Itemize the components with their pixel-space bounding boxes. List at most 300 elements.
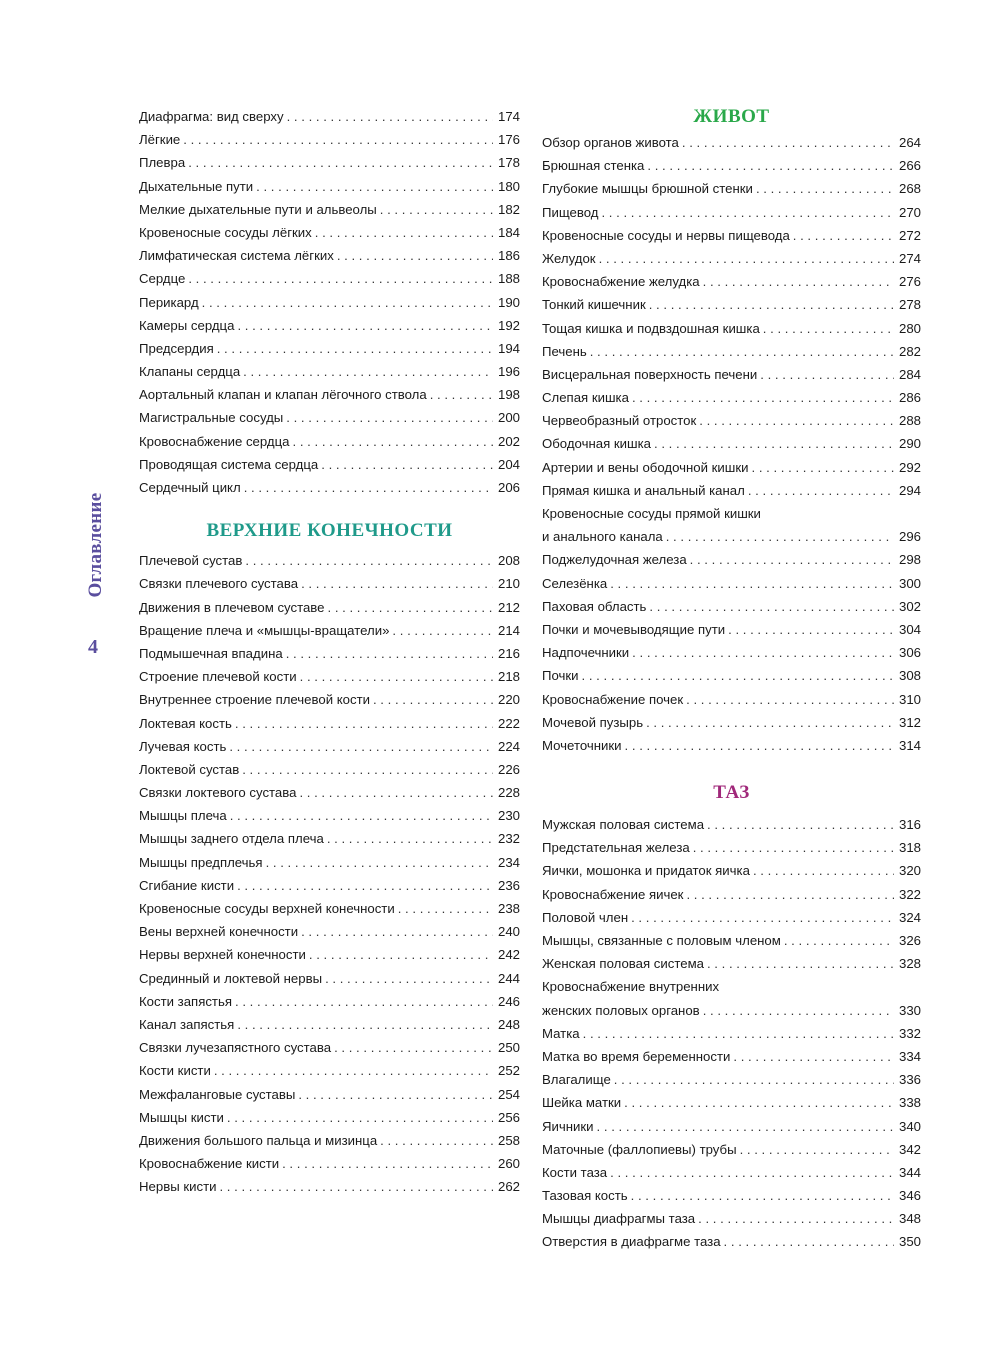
toc-entry[interactable] xyxy=(139,735,520,758)
toc-list-pelvis-2 xyxy=(542,1022,921,1254)
toc-entry-title: Движения в плечевом суставе xyxy=(139,599,325,615)
toc-entry[interactable] xyxy=(139,851,520,874)
toc-entry[interactable] xyxy=(139,642,520,665)
dot-leader xyxy=(748,479,894,502)
toc-entry[interactable] xyxy=(542,409,921,432)
toc-entry-page: 296 xyxy=(898,529,921,545)
toc-entry[interactable] xyxy=(139,1083,520,1106)
toc-entry-page: 266 xyxy=(898,158,921,174)
dot-leader xyxy=(392,619,493,642)
toc-entry[interactable] xyxy=(542,1068,921,1091)
toc-entry-title: женских половых органов xyxy=(542,1002,700,1018)
dot-leader xyxy=(300,665,493,688)
toc-entry-title: Матка xyxy=(542,1025,580,1041)
toc-entry-title: Предстательная железа xyxy=(542,840,690,856)
toc-entry[interactable] xyxy=(139,175,520,198)
dot-leader xyxy=(647,154,894,177)
dot-leader xyxy=(183,128,493,151)
toc-entry[interactable] xyxy=(542,456,921,479)
dot-leader xyxy=(244,476,493,499)
toc-entry-multiline-first[interactable] xyxy=(542,975,921,998)
toc-entry-page: 184 xyxy=(497,224,520,240)
toc-entry-title: Сгибание кисти xyxy=(139,877,235,893)
toc-right-column xyxy=(542,105,921,1254)
toc-entry-title: Тонкий кишечник xyxy=(542,297,646,313)
toc-entry-title: Почки и мочевыводящие пути xyxy=(542,621,726,637)
toc-entry[interactable] xyxy=(542,224,921,247)
toc-list-abdomen-2 xyxy=(542,548,921,757)
toc-entry[interactable] xyxy=(542,201,921,224)
toc-entry[interactable] xyxy=(139,1036,520,1059)
toc-entry-page: 322 xyxy=(898,886,921,902)
dot-leader xyxy=(784,929,894,952)
toc-entry[interactable] xyxy=(542,929,921,952)
toc-entry-page: 326 xyxy=(898,933,921,948)
toc-entry-title: Глубокие мышцы брюшной стенки xyxy=(542,181,753,197)
toc-entry[interactable] xyxy=(542,1022,921,1045)
dot-leader xyxy=(582,664,894,687)
toc-entry-title: Предсердия xyxy=(139,340,214,356)
toc-entry-title: Шейка матки xyxy=(542,1095,622,1111)
toc-entry[interactable] xyxy=(542,317,921,340)
toc-entry[interactable] xyxy=(542,1161,921,1184)
dot-leader xyxy=(707,952,894,975)
dot-leader xyxy=(724,1230,894,1253)
dot-leader xyxy=(373,688,493,711)
toc-entry[interactable] xyxy=(542,1207,921,1230)
toc-entry[interactable] xyxy=(139,314,520,337)
toc-entry-page: 328 xyxy=(898,956,921,972)
toc-entry-page: 272 xyxy=(898,227,921,243)
dot-leader xyxy=(217,337,493,360)
toc-entry-page: 336 xyxy=(898,1072,921,1088)
toc-entry-page: 254 xyxy=(497,1086,520,1102)
toc-entry-page: 258 xyxy=(497,1132,520,1148)
dot-leader xyxy=(237,314,493,337)
toc-entry-page: 226 xyxy=(497,761,520,777)
toc-entry-title: Кровоснабжение желудка xyxy=(542,274,700,290)
dot-leader xyxy=(298,1083,493,1106)
dot-leader xyxy=(309,943,493,966)
toc-entry-title: Яичники xyxy=(542,1118,594,1134)
dot-leader xyxy=(752,456,895,479)
toc-entry-page: 200 xyxy=(497,410,520,426)
toc-entry[interactable] xyxy=(139,665,520,688)
dot-leader xyxy=(430,383,493,406)
toc-entry-title: Тазовая кость xyxy=(542,1188,628,1204)
toc-entry[interactable] xyxy=(139,967,520,990)
toc-entry-title: Связки лучезапястного сустава xyxy=(139,1040,332,1056)
dot-leader xyxy=(229,735,493,758)
dot-leader xyxy=(256,175,493,198)
toc-entry-title: Кости кисти xyxy=(139,1063,211,1079)
toc-entry-title: Желудок xyxy=(542,250,596,266)
dot-leader xyxy=(282,1152,493,1175)
toc-entry-title: Поджелудочная железа xyxy=(542,552,687,568)
toc-entry[interactable] xyxy=(139,453,520,476)
toc-entry[interactable] xyxy=(139,151,520,174)
dot-leader xyxy=(610,572,894,595)
toc-entry-page: 222 xyxy=(497,715,520,731)
dot-leader xyxy=(632,386,894,409)
dot-leader xyxy=(601,201,894,224)
toc-list-abdomen xyxy=(542,131,921,502)
dot-leader xyxy=(610,1161,894,1184)
toc-entry[interactable] xyxy=(139,1059,520,1082)
toc-entry[interactable] xyxy=(542,154,921,177)
toc-entry-title: Пищевод xyxy=(542,204,599,220)
dot-leader xyxy=(315,221,493,244)
toc-entry-title: Внутреннее строение плечевой кости xyxy=(139,692,370,708)
toc-entry-title: Диафрагма: вид сверху xyxy=(139,109,284,124)
dot-leader xyxy=(646,711,894,734)
toc-entry-title: Висцеральная поверхность печени xyxy=(542,366,758,382)
toc-entry-page: 316 xyxy=(898,817,921,833)
dot-leader xyxy=(590,340,894,363)
toc-entry[interactable] xyxy=(139,1106,520,1129)
dot-leader xyxy=(398,897,493,920)
toc-entry[interactable] xyxy=(139,827,520,850)
heading-abdomen: ЖИВОТ xyxy=(693,106,770,127)
toc-entry-page: 246 xyxy=(497,993,520,1009)
toc-entry[interactable] xyxy=(542,293,921,316)
toc-entry[interactable] xyxy=(139,920,520,943)
toc-entry-title: Мелкие дыхательные пути и альвеолы xyxy=(139,201,377,217)
toc-entry[interactable] xyxy=(139,781,520,804)
toc-entry[interactable] xyxy=(542,479,921,502)
toc-entry-page: 188 xyxy=(497,271,520,287)
toc-entry[interactable] xyxy=(542,836,921,859)
toc-entry-page: 330 xyxy=(898,1002,921,1018)
toc-entry-title: Вены верхней конечности xyxy=(139,924,299,940)
dot-leader xyxy=(690,548,894,571)
toc-entry-title: Движения большого пальца и мизинца xyxy=(139,1132,378,1148)
toc-entry-title: Вращение плеча и «мышцы-вращатели» xyxy=(139,622,390,638)
dot-leader xyxy=(230,804,493,827)
toc-entry-title: Артерии и вены ободочной кишки xyxy=(542,459,749,475)
dot-leader xyxy=(202,291,493,314)
toc-entry[interactable] xyxy=(542,734,921,757)
toc-entry-title: Мышцы плеча xyxy=(139,808,227,824)
dot-leader xyxy=(321,453,493,476)
toc-entry[interactable] xyxy=(139,476,520,499)
dot-leader xyxy=(624,1091,894,1114)
dot-leader xyxy=(760,363,894,386)
toc-entry-title: Лучевая кость xyxy=(139,738,227,754)
dot-leader xyxy=(707,813,894,836)
toc-entry[interactable] xyxy=(542,883,921,906)
dot-leader xyxy=(237,874,493,897)
toc-entry-title: Мочеточники xyxy=(542,737,622,753)
toc-entry-page: 312 xyxy=(898,714,921,730)
toc-entry-title: Матка во время беременности xyxy=(542,1048,731,1064)
dot-leader xyxy=(242,758,493,781)
toc-entry-page: 344 xyxy=(898,1164,921,1180)
dot-leader xyxy=(693,836,894,859)
toc-entry-page: 284 xyxy=(898,366,921,382)
toc-entry-page: 268 xyxy=(898,181,921,197)
dot-leader xyxy=(299,781,493,804)
toc-entry-page: 346 xyxy=(898,1188,921,1204)
toc-entry[interactable] xyxy=(139,198,520,221)
section-title-text: Оглавление xyxy=(85,492,106,598)
dot-leader xyxy=(686,688,894,711)
toc-entry-title: Плечевой сустав xyxy=(139,553,243,569)
toc-entry-title: Аортальный клапан и клапан лёгочного ствола xyxy=(139,387,427,403)
heading-pelvis: ТАЗ xyxy=(713,782,750,804)
toc-entry-title: Отверстия в диафрагме таза xyxy=(542,1234,721,1250)
toc-entry[interactable] xyxy=(139,221,520,244)
toc-entry[interactable] xyxy=(139,758,520,781)
toc-entry[interactable] xyxy=(542,711,921,734)
toc-entry[interactable] xyxy=(139,267,520,290)
toc-entry-page: 228 xyxy=(497,785,520,801)
toc-entry-page: 232 xyxy=(497,831,520,847)
toc-entry[interactable] xyxy=(139,244,520,267)
dot-leader xyxy=(188,151,493,174)
toc-entry[interactable] xyxy=(542,688,921,711)
toc-entry-page: 288 xyxy=(898,413,921,429)
toc-entry[interactable] xyxy=(542,595,921,618)
toc-entry-title: Паховая область xyxy=(542,598,647,614)
toc-entry[interactable] xyxy=(542,952,921,975)
toc-entry-page: 242 xyxy=(497,947,520,963)
toc-entry[interactable] xyxy=(542,1115,921,1138)
toc-entry[interactable] xyxy=(542,340,921,363)
dot-leader xyxy=(649,293,894,316)
toc-entry-page: 348 xyxy=(898,1211,921,1227)
toc-entry[interactable] xyxy=(542,906,921,929)
toc-entry[interactable] xyxy=(542,572,921,595)
toc-entry[interactable] xyxy=(139,619,520,642)
toc-entry[interactable] xyxy=(542,131,921,154)
toc-entry-page: 338 xyxy=(898,1095,921,1111)
toc-entry-page: 236 xyxy=(497,877,520,893)
toc-entry-page: 194 xyxy=(497,340,520,356)
toc-entry-title: Проводящая система сердца xyxy=(139,456,319,472)
toc-entry-page: 178 xyxy=(497,155,520,171)
toc-entry-page: 176 xyxy=(497,132,520,148)
toc-entry[interactable] xyxy=(139,1152,520,1175)
toc-entry-page: 314 xyxy=(898,737,921,753)
toc-entry-title: Почки xyxy=(542,668,579,684)
dot-leader xyxy=(583,1022,894,1045)
toc-entry[interactable] xyxy=(542,618,921,641)
toc-entry-title: Кости таза xyxy=(542,1164,608,1180)
toc-entry[interactable] xyxy=(542,1184,921,1207)
toc-entry[interactable] xyxy=(139,572,520,595)
toc-entry-page: 218 xyxy=(497,669,520,685)
toc-entry-page: 342 xyxy=(898,1141,921,1157)
toc-entry[interactable] xyxy=(139,1175,520,1198)
toc-entry-multiline-first[interactable] xyxy=(542,502,921,525)
toc-entry-page: 214 xyxy=(497,622,520,638)
toc-entry-page: 350 xyxy=(898,1234,921,1250)
section-title-vertical xyxy=(77,480,115,610)
toc-entry-title: Кости запястья xyxy=(139,993,232,1009)
toc-entry[interactable] xyxy=(139,360,520,383)
toc-entry-title: Селезёнка xyxy=(542,575,608,591)
toc-entry[interactable] xyxy=(139,1013,520,1036)
toc-entry-page: 324 xyxy=(898,909,921,925)
toc-entry-title: Локтевой сустав xyxy=(139,761,240,777)
toc-entry[interactable] xyxy=(139,688,520,711)
dot-leader xyxy=(698,1207,894,1230)
toc-entry-page: 274 xyxy=(898,250,921,266)
dot-leader xyxy=(287,105,493,128)
dot-leader xyxy=(219,1175,493,1198)
toc-entry[interactable] xyxy=(139,337,520,360)
toc-entry-title: Срединный и локтевой нервы xyxy=(139,970,323,986)
toc-entry-title: Прямая кишка и анальный канал xyxy=(542,482,745,498)
toc-entry-page: 294 xyxy=(898,482,921,498)
toc-entry[interactable] xyxy=(542,247,921,270)
toc-entry-page: 238 xyxy=(497,901,520,916)
toc-entry[interactable] xyxy=(139,712,520,735)
toc-entry[interactable] xyxy=(542,432,921,455)
dot-leader xyxy=(235,712,493,735)
dot-leader xyxy=(631,1184,894,1207)
toc-entry[interactable] xyxy=(139,383,520,406)
toc-entry-page: 282 xyxy=(898,343,921,359)
toc-entry-page: 204 xyxy=(497,456,520,472)
toc-entry[interactable] xyxy=(139,874,520,897)
toc-entry-title: Кровеносные сосуды верхней конечности xyxy=(139,901,395,916)
toc-entry-title: Сердечный цикл xyxy=(139,480,241,495)
toc-entry-title: Яички, мошонка и придаток яичка xyxy=(542,863,750,879)
toc-entry-page: 262 xyxy=(497,1179,520,1195)
toc-entry[interactable] xyxy=(139,549,520,572)
dot-leader xyxy=(686,883,894,906)
dot-leader xyxy=(380,1129,493,1152)
toc-entry-page: 292 xyxy=(898,459,921,475)
toc-entry[interactable] xyxy=(139,804,520,827)
toc-entry-page: 298 xyxy=(898,552,921,568)
toc-entry-page: 334 xyxy=(898,1048,921,1064)
toc-entry-title: и анального канала xyxy=(542,529,663,545)
toc-entry-page: 248 xyxy=(497,1016,520,1032)
toc-entry-page: 260 xyxy=(497,1156,520,1172)
toc-entry-title: Кровеносные сосуды лёгких xyxy=(139,224,312,240)
toc-entry-page: 182 xyxy=(497,201,520,217)
toc-entry[interactable] xyxy=(139,990,520,1013)
toc-entry-page: 206 xyxy=(497,480,520,495)
toc-entry-title: Лёгкие xyxy=(139,132,181,148)
toc-entry[interactable] xyxy=(139,943,520,966)
dot-leader xyxy=(631,906,894,929)
toc-entry-page: 186 xyxy=(497,248,520,264)
toc-entry[interactable] xyxy=(542,999,921,1022)
dot-leader xyxy=(327,827,493,850)
toc-entry-title: Мышцы кисти xyxy=(139,1109,224,1125)
toc-entry-title: Червеобразный отросток xyxy=(542,413,697,429)
toc-entry-title: Слепая кишка xyxy=(542,390,629,406)
toc-entry[interactable] xyxy=(542,386,921,409)
dot-leader xyxy=(703,270,894,293)
toc-entry-title: Локтевая кость xyxy=(139,715,232,731)
toc-entry-page: 202 xyxy=(497,433,520,449)
toc-entry[interactable] xyxy=(139,128,520,151)
toc-entry[interactable] xyxy=(139,596,520,619)
toc-entry[interactable] xyxy=(542,1230,921,1253)
dot-leader xyxy=(243,360,493,383)
toc-entry-title: Мышцы диафрагмы таза xyxy=(542,1211,696,1227)
toc-entry-title: Брюшная стенка xyxy=(542,158,645,174)
toc-entry[interactable] xyxy=(139,897,520,920)
toc-entry-title: Сердце xyxy=(139,271,186,287)
dot-leader xyxy=(293,430,493,453)
toc-entry-title: Тощая кишка и подвздошная кишка xyxy=(542,320,760,336)
toc-entry-title: Строение плечевой кости xyxy=(139,669,297,685)
toc-entry[interactable] xyxy=(542,177,921,200)
toc-entry[interactable] xyxy=(542,1045,921,1068)
toc-entry-page: 244 xyxy=(497,970,520,986)
dot-leader xyxy=(301,920,493,943)
toc-entry-title: Мышцы предплечья xyxy=(139,854,263,870)
dot-leader xyxy=(703,999,894,1022)
toc-entry[interactable] xyxy=(542,270,921,293)
dot-leader xyxy=(733,1045,894,1068)
toc-entry-title: Половой член xyxy=(542,909,629,925)
toc-entry[interactable] xyxy=(139,406,520,429)
dot-leader xyxy=(328,596,494,619)
toc-entry[interactable] xyxy=(139,291,520,314)
dot-leader xyxy=(699,409,894,432)
toc-entry-page: 340 xyxy=(898,1118,921,1134)
toc-left-column xyxy=(139,105,520,1198)
toc-entry-page: 302 xyxy=(898,598,921,614)
toc-entry-page: 208 xyxy=(497,553,520,569)
toc-entry-page: 240 xyxy=(497,924,520,940)
toc-entry-title: Нервы верхней конечности xyxy=(139,947,306,963)
toc-entry[interactable] xyxy=(542,525,921,548)
toc-entry[interactable] xyxy=(139,105,520,128)
toc-entry[interactable] xyxy=(542,363,921,386)
toc-entry[interactable] xyxy=(139,430,520,453)
toc-entry-title: Камеры сердца xyxy=(139,317,235,333)
toc-entry-page: 304 xyxy=(898,621,921,637)
toc-entry-title: Обзор органов живота xyxy=(542,135,679,150)
dot-leader xyxy=(793,224,894,247)
toc-entry-title: Женская половая система xyxy=(542,956,704,972)
toc-entry-page: 320 xyxy=(898,863,921,879)
toc-entry[interactable] xyxy=(542,548,921,571)
toc-entry-page: 230 xyxy=(497,808,520,824)
toc-entry[interactable] xyxy=(542,641,921,664)
toc-entry-page: 280 xyxy=(898,320,921,336)
toc-list-pelvis xyxy=(542,813,921,975)
toc-entry-title: Надпочечники xyxy=(542,645,630,661)
toc-entry-title: Дыхательные пути xyxy=(139,178,254,194)
toc-entry[interactable] xyxy=(542,1138,921,1161)
toc-entry-page: 308 xyxy=(898,668,921,684)
toc-entry[interactable] xyxy=(542,1091,921,1114)
dot-leader xyxy=(740,1138,894,1161)
toc-entry[interactable] xyxy=(542,664,921,687)
dot-leader xyxy=(266,851,493,874)
toc-entry-page: 256 xyxy=(497,1109,520,1125)
toc-entry-page: 332 xyxy=(898,1025,921,1041)
toc-entry[interactable] xyxy=(139,1129,520,1152)
toc-entry-page: 234 xyxy=(497,854,520,870)
toc-entry-page: 180 xyxy=(497,178,520,194)
toc-entry-page: 310 xyxy=(898,691,921,707)
page-number: 4 xyxy=(88,636,98,658)
dot-leader xyxy=(666,525,894,548)
dot-leader xyxy=(227,1106,493,1129)
toc-entry[interactable] xyxy=(542,859,921,882)
toc-entry[interactable] xyxy=(542,813,921,836)
